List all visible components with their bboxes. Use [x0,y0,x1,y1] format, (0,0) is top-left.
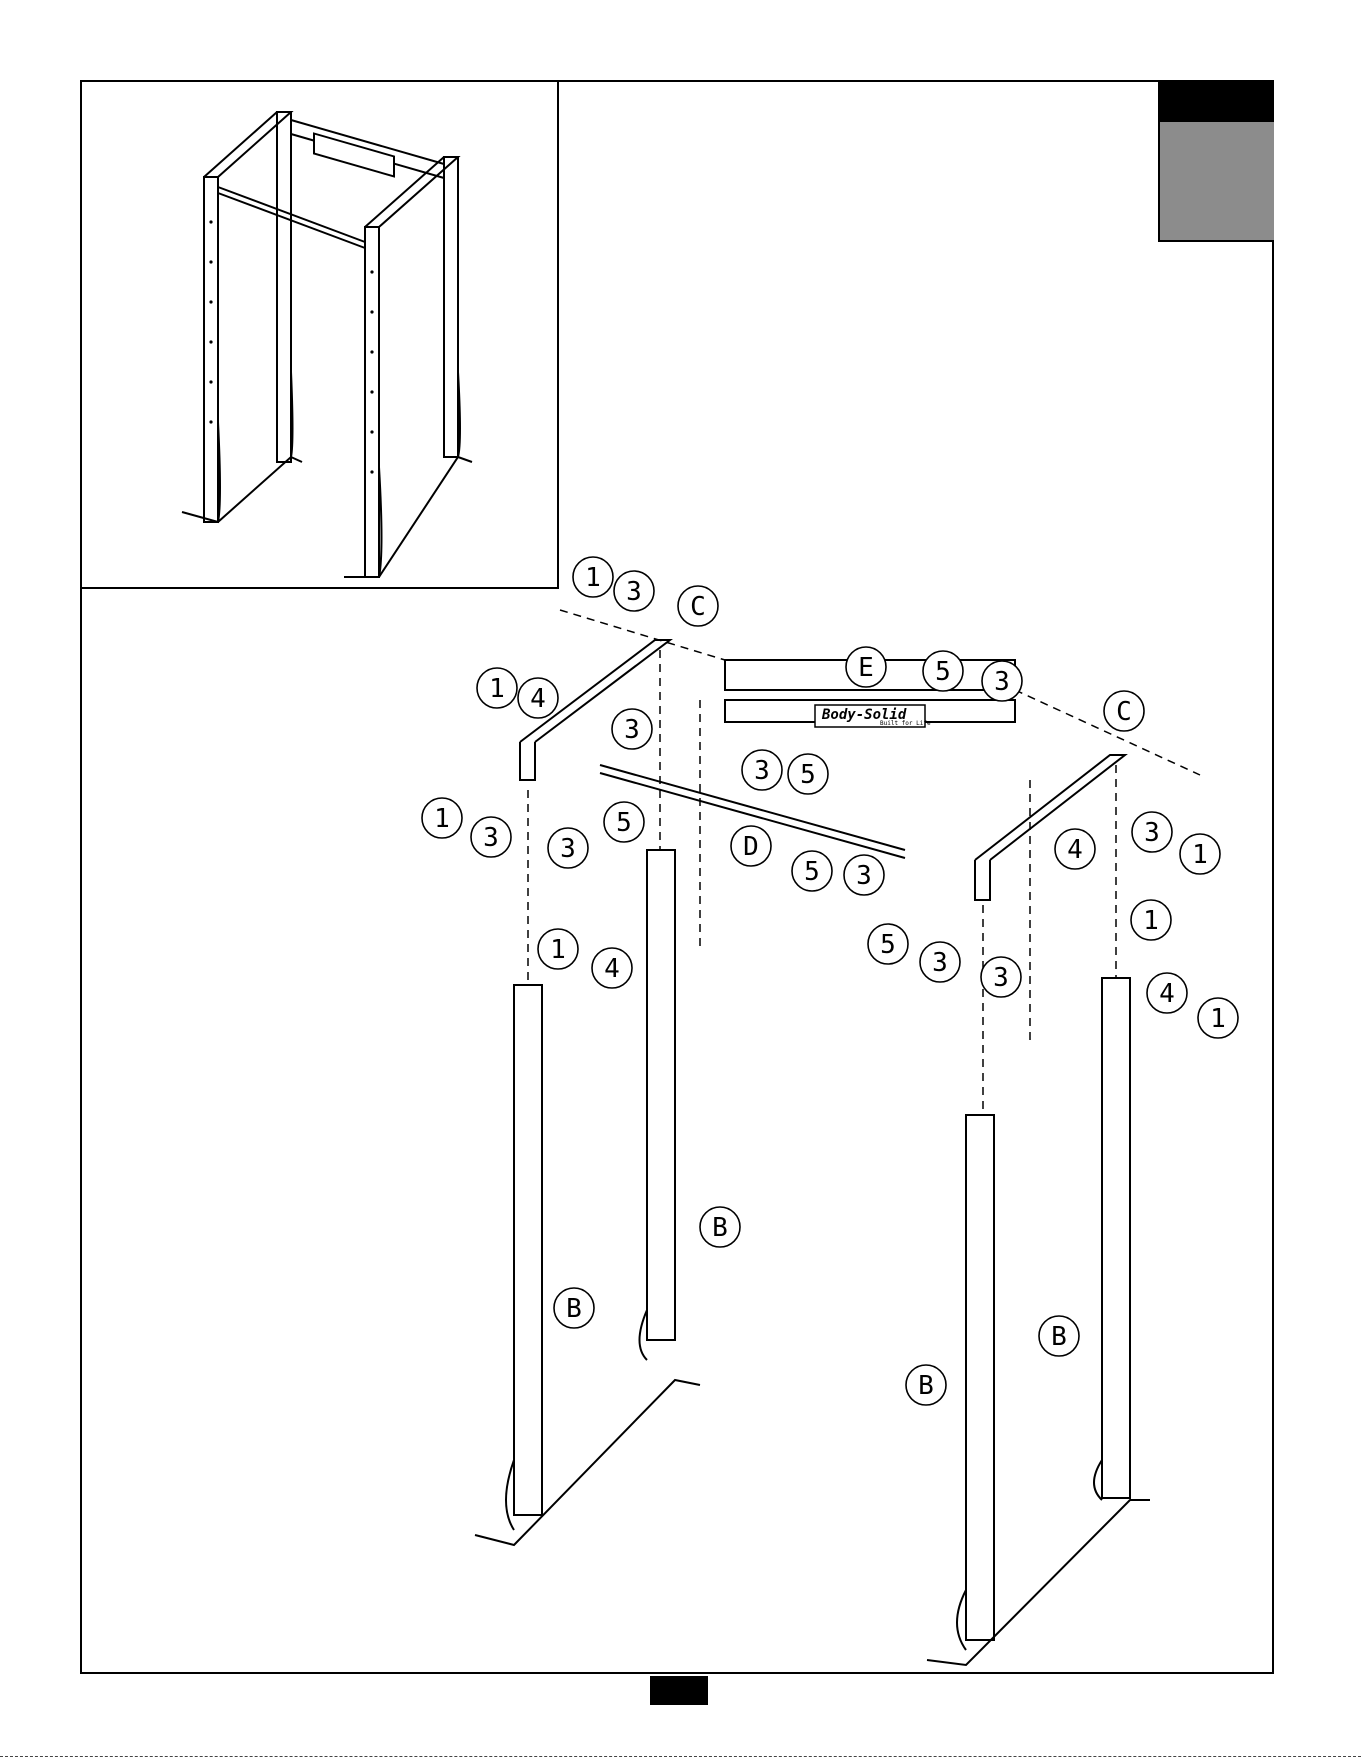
callout-label: 3 [1144,818,1160,848]
callout-3 [920,942,960,982]
callout-label: 3 [754,756,770,786]
callout-label: B [712,1213,728,1243]
body-solid-logo [815,705,931,727]
callout-5 [788,754,828,794]
upright-b-rear-right [1102,978,1130,1498]
callout-1 [1131,900,1171,940]
callout-label: D [743,832,759,862]
callout-label: 5 [800,760,816,790]
callout-label: 3 [856,861,872,891]
callout-label: E [858,653,874,683]
callout-label: 3 [624,715,640,745]
logo-tagline: Built for Life [880,720,931,727]
callout-4 [1055,829,1095,869]
callout-E [846,647,886,687]
callout-B [906,1365,946,1405]
callout-1 [1198,998,1238,1038]
callout-label: 1 [550,935,566,965]
callout-label: B [918,1371,934,1401]
callout-5 [923,651,963,691]
callout-label: 4 [530,684,546,714]
callout-4 [592,948,632,988]
page-number-block [650,1676,708,1705]
callout-label: 4 [604,954,620,984]
callout-4 [518,678,558,718]
callout-3 [1132,812,1172,852]
callout-C [1104,691,1144,731]
callout-3 [471,817,511,857]
callout-label: 1 [1192,840,1208,870]
upright-b-rear-left [647,850,675,1340]
callout-C [678,586,718,626]
callout-B [554,1288,594,1328]
callout-1 [477,668,517,708]
callout-B [1039,1316,1079,1356]
callout-3 [612,709,652,749]
callout-D [731,826,771,866]
callout-3 [981,957,1021,997]
callout-label: 4 [1159,979,1175,1009]
callout-3 [548,828,588,868]
callout-label: B [566,1294,582,1324]
callout-1 [422,798,462,838]
callout-label: 3 [993,963,1009,993]
upright-b-front-right [966,1115,994,1640]
logo-brand: Body-Solid [822,707,907,723]
top-beam-c-right [975,755,1125,860]
callout-B [700,1207,740,1247]
callout-3 [614,571,654,611]
callout-3 [742,750,782,790]
callout-label: 5 [935,657,951,687]
callout-1 [573,557,613,597]
callout-label: 3 [560,834,576,864]
callout-label: B [1051,1322,1067,1352]
callout-label: 1 [434,804,450,834]
callout-label: 1 [1210,1004,1226,1034]
callout-1 [1180,834,1220,874]
callout-label: 5 [804,857,820,887]
callout-label: 5 [880,930,896,960]
callout-label: C [690,592,706,622]
bottom-cut-line [0,1756,1361,1757]
callout-3 [844,855,884,895]
upright-b-front-left [514,985,542,1515]
callout-5 [868,924,908,964]
callout-1 [538,929,578,969]
callout-label: 3 [626,577,642,607]
callout-label: 3 [483,823,499,853]
callout-3 [982,661,1022,701]
callout-label: 1 [585,563,601,593]
callout-label: 3 [932,948,948,978]
callout-label: 5 [616,808,632,838]
callout-label: C [1116,697,1132,727]
callout-label: 1 [1143,906,1159,936]
callout-5 [792,851,832,891]
callout-label: 3 [994,667,1010,697]
callout-4 [1147,973,1187,1013]
callout-5 [604,802,644,842]
callout-label: 4 [1067,835,1083,865]
callout-label: 1 [489,674,505,704]
